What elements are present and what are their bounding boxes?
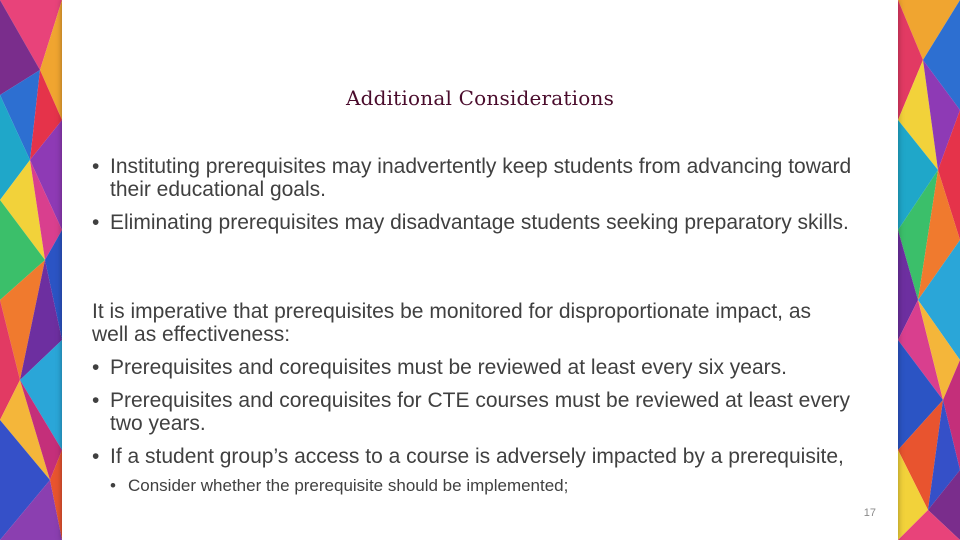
detail-section [92, 300, 852, 506]
slide-number: 17 [863, 507, 876, 519]
body-paragraph: It is imperative that prerequisites be monitored for disproportionate impact, as well as effectiveness: [92, 300, 812, 346]
intro-bullet-list [92, 155, 852, 244]
bullet-item: • Eliminating prerequisites may disadvantage students seeking preparatory skills. [92, 211, 852, 234]
bullet-item: • Prerequisites and corequisites must be reviewed at least every six years. [92, 356, 852, 379]
right-decorative-border [898, 0, 960, 540]
bullet-item: • If a student group’s access to a course is adversely impacted by a prerequisite, [92, 445, 852, 468]
detail-bullet-list [92, 356, 852, 468]
slide-canvas [62, 0, 898, 540]
sub-bullet-item: • Consider whether the prerequisite should be implemented; [110, 476, 852, 496]
left-decorative-border [0, 0, 62, 540]
sub-bullet-list [92, 476, 852, 496]
slide-title: Additional Considerations [345, 86, 615, 110]
bullet-item: • Prerequisites and corequisites for CTE courses must be reviewed at least every two years. [92, 389, 852, 435]
bullet-item: • Instituting prerequisites may inadvertently keep students from advancing toward their educational goals. [92, 155, 852, 201]
